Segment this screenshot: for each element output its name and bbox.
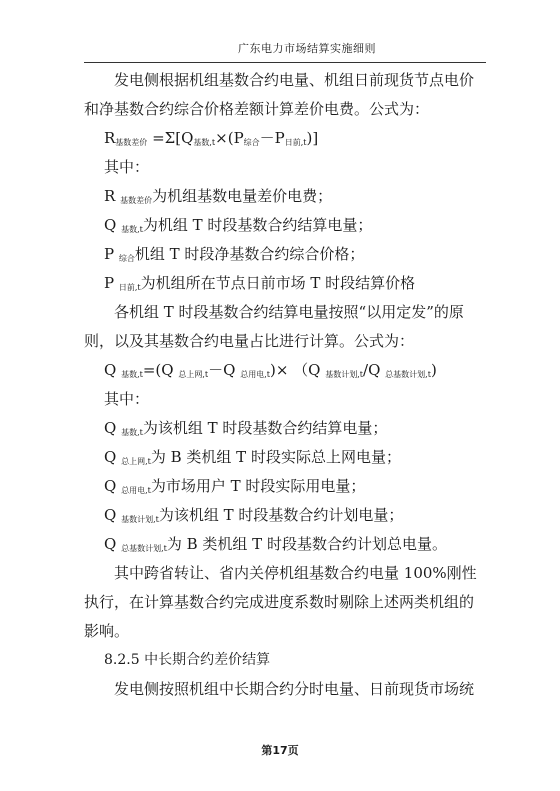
section-number: 8.2.5	[104, 652, 140, 668]
definition-item: P $_{综合}$机组 T 时段净基数合约综合价格；	[104, 245, 365, 263]
definition-item: Q $_{总用电,t}$为市场用户 T 时段实际用电量；	[104, 477, 366, 495]
paragraph-line: 和净基数合约综合价格差额计算差价电费。公式为：	[84, 100, 430, 118]
where-label: 其中：	[104, 390, 150, 408]
definition-item: R $_{基数差价}$为机组基数电量差价电费；	[104, 187, 333, 205]
formula-base-energy: Q $_{基数,t}$=(Q $_{总上网,t}$－Q $_{总用电,t}$)× （Q $_{基数计划,t}$/Q $_{总基数计划,t}$)	[104, 361, 437, 379]
formula-settlement-fee: $R_{基数差价} =\Sigma[Q_{基数,t}\times(P_{综合}-P_{日前,t})]$	[104, 129, 319, 147]
paragraph-line: 执行，在计算基数合约完成进度系数时剔除上述两类机组的	[84, 593, 475, 611]
where-label: 其中：	[104, 158, 150, 176]
definition-item: Q $_{基数计划,t}$为该机组 T 时段基数合约计划电量；	[104, 506, 404, 524]
paragraph-line: 影响。	[84, 622, 130, 640]
paragraph-line: 发电侧按照机组中长期合约分时电量、日前现货市场统	[114, 680, 475, 698]
definition-item: Q $_{总上网,t}$为 B 类机组 T 时段实际总上网电量；	[104, 448, 401, 466]
document-body	[84, 66, 484, 704]
page-header	[84, 0, 486, 63]
section-title: 中长期合约差价结算	[144, 652, 271, 668]
definition-item: Q $_{基数,t}$为该机组 T 时段基数合约结算电量；	[104, 419, 388, 437]
paragraph-line: 各机组 T 时段基数合约结算电量按照“以用定发”的原	[114, 303, 464, 321]
definition-item: P $_{日前,t}$为机组所在节点日前市场 T 时段结算价格	[104, 274, 416, 292]
page-number: 第17页	[261, 744, 299, 757]
paragraph-line: 发电侧根据机组基数合约电量、机组日前现货节点电价	[114, 71, 475, 89]
header-title: 广东电力市场结算实施细则	[238, 42, 376, 55]
paragraph-line: 则，以及其基数合约电量占比进行计算。公式为：	[84, 332, 415, 350]
section-heading	[84, 646, 484, 675]
definition-item: Q $_{基数,t}$为机组 T 时段基数合约结算电量；	[104, 216, 373, 234]
paragraph-line: 其中跨省转让、省内关停机组基数合约电量 100%刚性	[114, 564, 477, 582]
definition-item: Q $_{总基数计划,t}$为 B 类机组 T 时段基数合约计划总电量。	[104, 535, 447, 553]
